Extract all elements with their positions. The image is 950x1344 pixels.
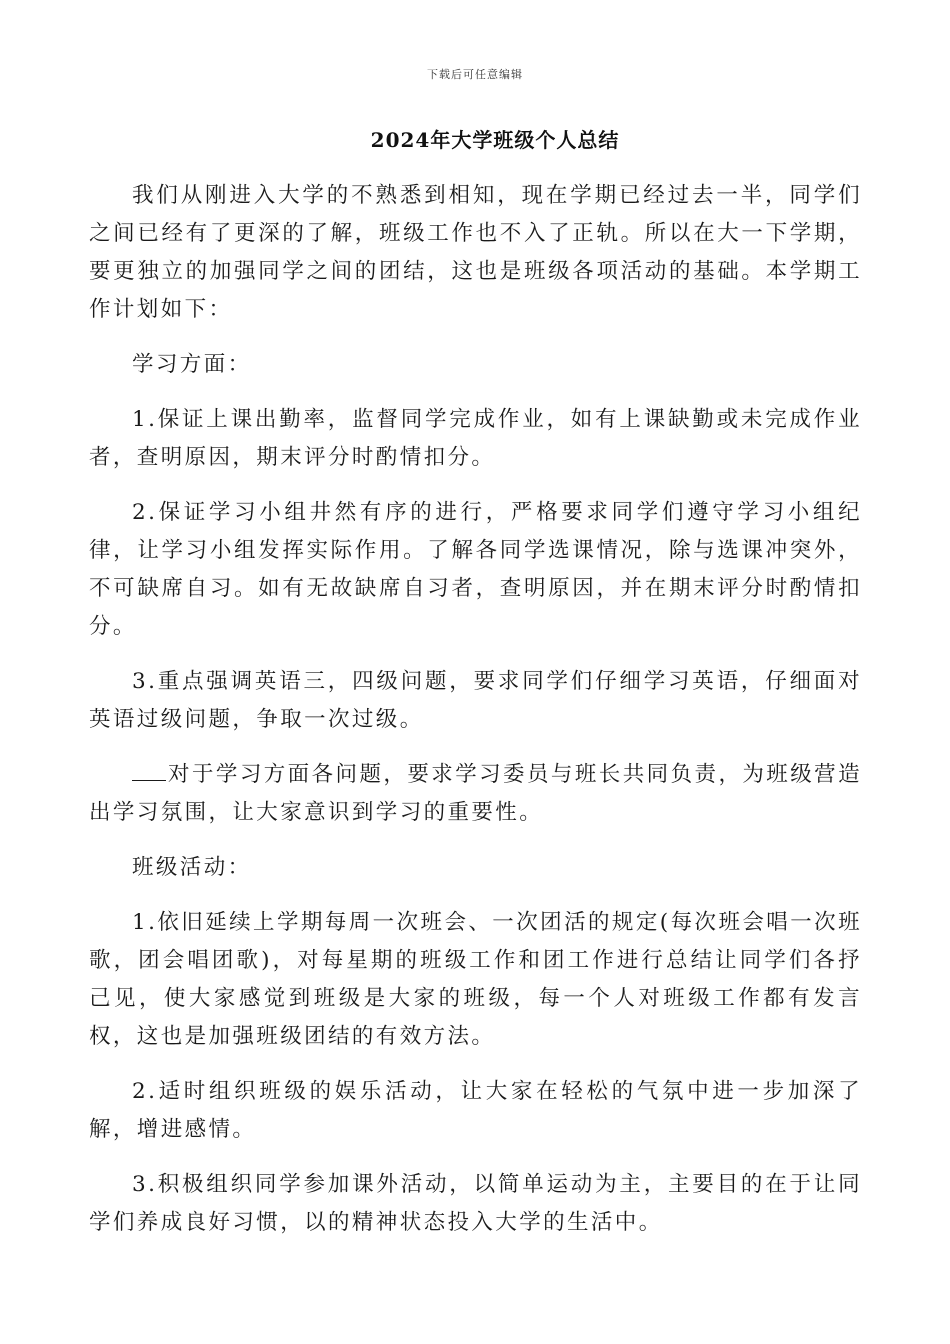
study-summary-paragraph <box>89 756 862 832</box>
document-title: 2024年大学班级个人总结 <box>370 128 620 152</box>
header-note: 下载后可任意编辑 <box>427 68 523 81</box>
activity-item-3: 3.积极组织同学参加课外活动，以简单运动为主，主要目的在于让同学们养成良好习惯，以的精神状态投入大学的生活中。 <box>89 1172 862 1235</box>
study-item-3: 3.重点强调英语三，四级问题，要求同学们仔细学习英语，仔细面对英语过级问题，争取一次过级。 <box>89 669 862 732</box>
section-heading-study: 学习方面： <box>132 352 252 377</box>
activity-item-1: 1.依旧延续上学期每周一次班会、一次团活的规定(每次班会唱一次班歌，团会唱团歌)，对每星期的班级工作和团工作进行总结让同学们各抒己见，使大家感觉到班级是大家的班级，每一个人对班级工作都有发言权，这也是加强班级团结的有效方法。 <box>89 910 862 1049</box>
document-body <box>89 177 862 1259</box>
study-item-1: 1.保证上课出勤率，监督同学完成作业，如有上课缺勤或未完成作业者，查明原因，期末评分时酌情扣分。 <box>89 407 862 470</box>
study-item-2: 2.保证学习小组井然有序的进行，严格要求同学们遵守学习小组纪律，让学习小组发挥实际作用。了解各同学选课情况，除与选课冲突外，不可缺席自习。如有无故缺席自习者，查明原因，并在期末评分时酌情扣分。 <box>89 500 862 639</box>
intro-paragraph: 我们从刚进入大学的不熟悉到相知，现在学期已经过去一半，同学们之间已经有了更深的了解，班级工作也不入了正轨。所以在大一下学期，要更独立的加强同学之间的团结，这也是班级各项活动的基础。本学期工作计划如下： <box>89 183 862 322</box>
section-heading-activities: 班级活动： <box>132 855 252 880</box>
study-summary-text: 对于学习方面各问题，要求学习委员与班长共同负责，为班级营造出学习氛围，让大家意识到学习的重要性。 <box>89 762 862 825</box>
blank-underline <box>132 760 166 781</box>
activity-item-2: 2.适时组织班级的娱乐活动，让大家在轻松的气氛中进一步加深了解，增进感情。 <box>89 1079 862 1142</box>
